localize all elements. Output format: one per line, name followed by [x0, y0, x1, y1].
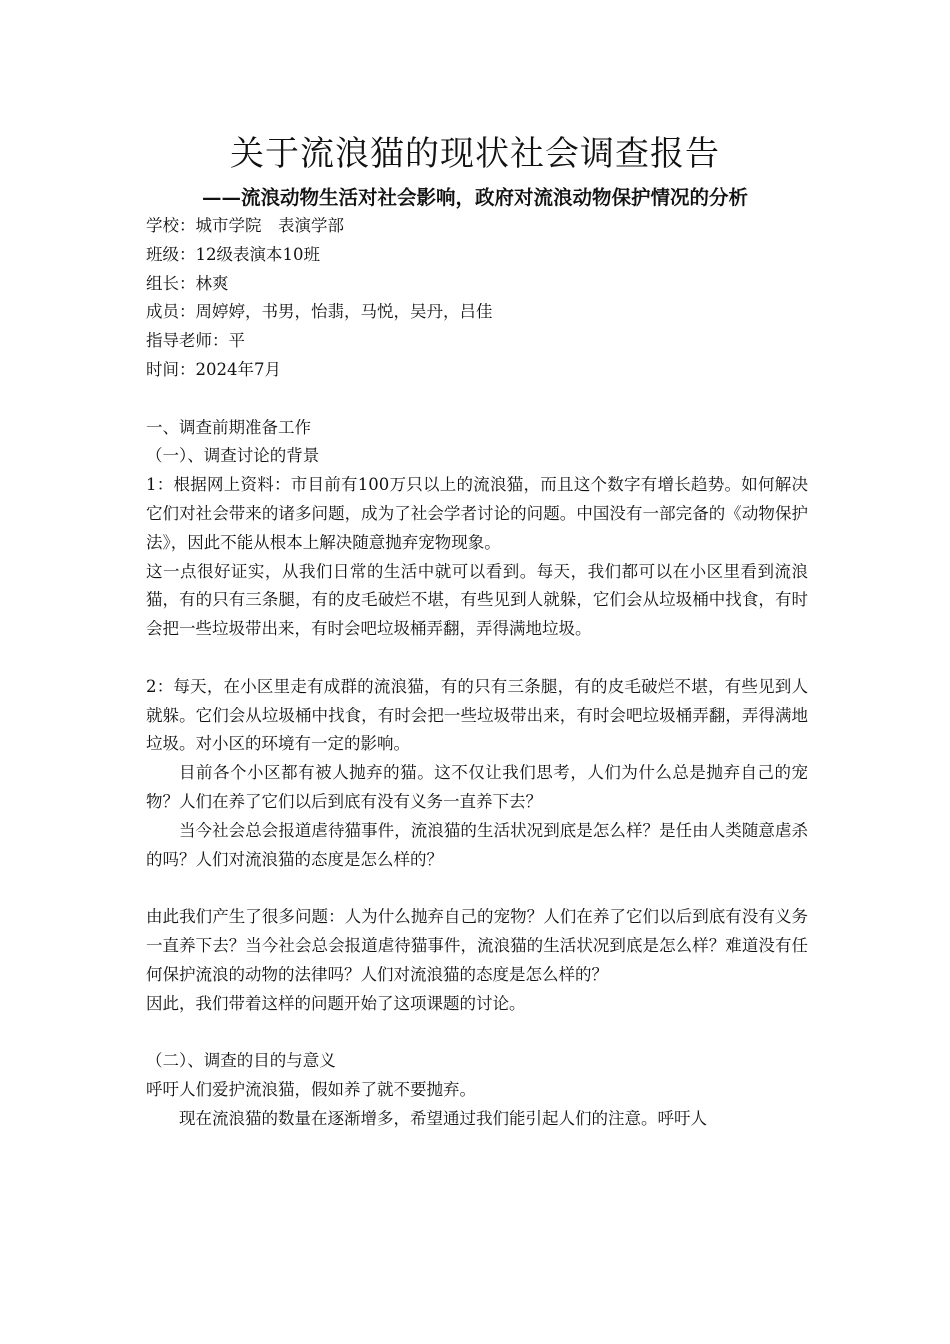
report-subtitle: ——流浪动物生活对社会影响，政府对流浪动物保护情况的分析 [201, 186, 748, 209]
section-heading: 一、调查前期准备工作 [146, 417, 311, 437]
paragraph: 2：每天，在小区里走有成群的流浪猫，有的只有三条腿，有的皮毛破烂不堪，有些见到人就躲。它们会从垃圾桶中找食，有时会把一些垃圾带出来，有时会吧垃圾桶弄翻，弄得满地垃圾。对小区的环境有一定的影响。 [146, 676, 808, 754]
report-title: 关于流浪猫的现状社会调查报告 [230, 134, 720, 174]
meta-school: 学校：城市学院 表演学部 [146, 216, 344, 235]
report-body [146, 212, 808, 1134]
paragraph: 1：根据网上资料：市目前有100万只以上的流浪猫，而且这个数字有增长趋势。如何解决它们对社会带来的诸多问题，成为了社会学者讨论的问题。中国没有一部完备的《动物保护法》，因此不能从根本上解决随意抛弃宠物现象。 [146, 475, 808, 552]
paragraph: 呼吁人们爱护流浪猫，假如养了就不要抛弃。 [146, 1079, 476, 1099]
paragraph: 这一点很好证实，从我们日常的生活中就可以看到。每天，我们都可以在小区里看到流浪猫，有的只有三条腿，有的皮毛破烂不堪，有些见到人就躲，它们会从垃圾桶中找食，有时会把一些垃圾带出来，有时会吧垃圾桶弄翻，弄得满地垃圾。 [146, 561, 808, 639]
spacer [146, 874, 808, 903]
paragraph: 现在流浪猫的数量在逐渐增多，希望通过我们能引起人们的注意。呼吁人 [179, 1108, 707, 1128]
meta-leader: 组长：林爽 [146, 273, 229, 293]
paragraph: 当今社会总会报道虐待猫事件，流浪猫的生活状况到底是怎么样？是任由人类随意虐杀的吗？人们对流浪猫的态度是怎么样的？ [146, 820, 808, 869]
meta-class: 班级：12级表演本10班 [146, 244, 320, 264]
meta-time: 时间：2024年7月 [146, 359, 281, 379]
meta-members: 成员：周婷婷，书男，怡翡，马悦，吴丹，吕佳 [146, 302, 493, 322]
subsection-heading: （二）、调查的目的与意义 [146, 1051, 336, 1071]
paragraph: 目前各个小区都有被人抛弃的猫。这不仅让我们思考，人们为什么总是抛弃自己的宠物？人们在养了它们以后到底有没有义务一直养下去？ [146, 763, 808, 811]
spacer [146, 1018, 808, 1047]
meta-advisor: 指导老师：平 [146, 331, 245, 351]
spacer [146, 385, 808, 414]
paragraph: 因此，我们带着这样的问题开始了这项课题的讨论。 [146, 993, 526, 1013]
paragraph: 由此我们产生了很多问题：人为什么抛弃自己的宠物？人们在养了它们以后到底有没有义务一直养下去？当今社会总会报道虐待猫事件，流浪猫的生活状况到底是怎么样？难道没有任何保护流浪的动物的法律吗？人们对流浪猫的态度是怎么样的？ [146, 907, 808, 984]
subsection-heading: （一）、调查讨论的背景 [146, 446, 320, 466]
spacer [146, 644, 808, 673]
